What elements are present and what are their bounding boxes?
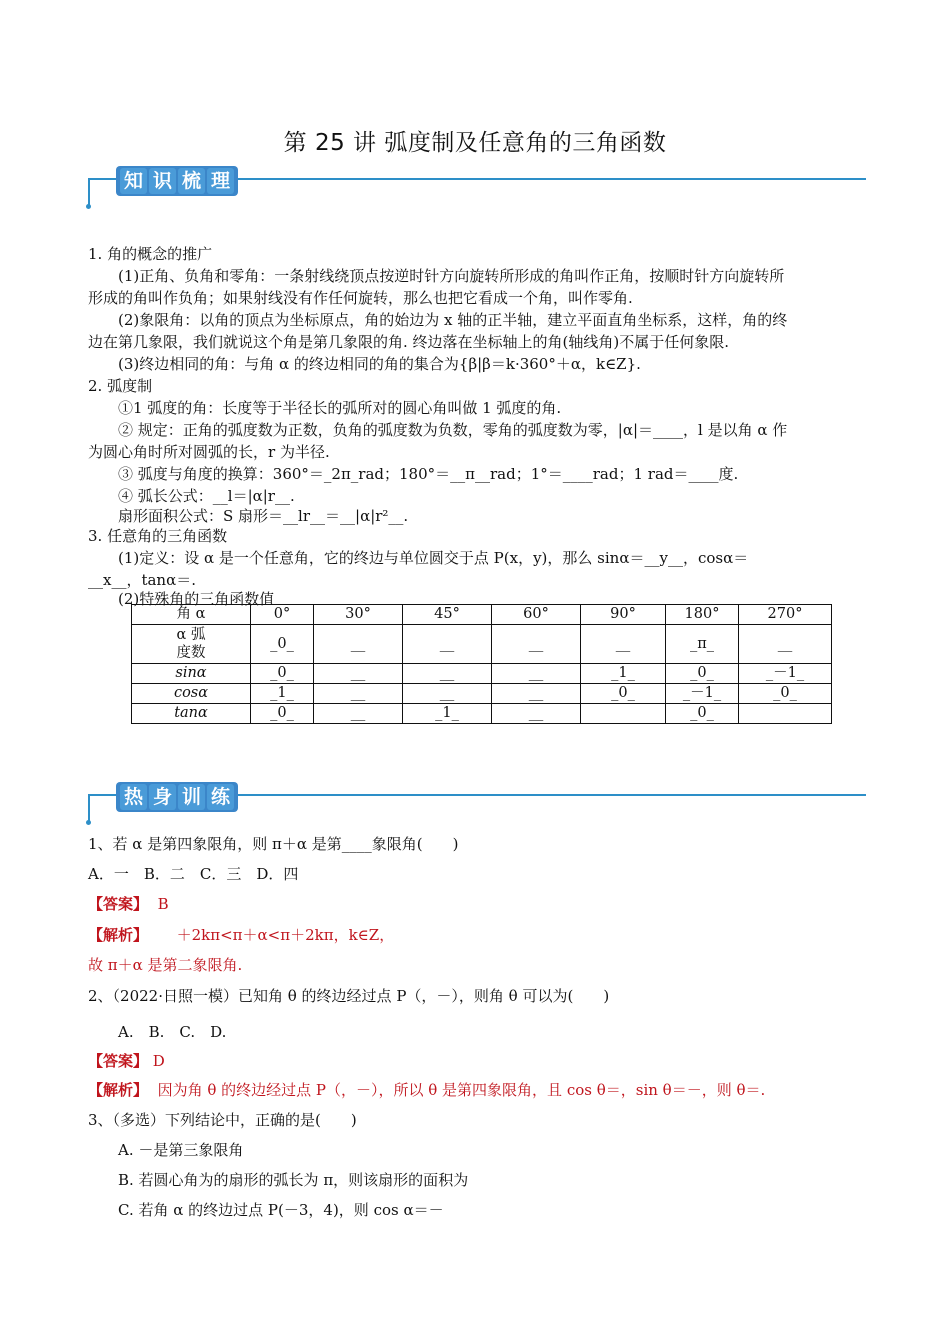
paragraph: ② 规定：正角的弧度数为正数，负角的弧度数为负数，零角的弧度数为零，|α|＝____，l 是以角 α 作: [118, 421, 788, 439]
explanation-2: 【解析】 因为角 θ 的终边经过点 P（，－），所以 θ 是第四象限角，且 cos θ＝，sin θ＝－，则 θ＝.: [88, 1081, 766, 1099]
paragraph: (1)正角、负角和零角：一条射线绕顶点按逆时针方向旋转所形成的角叫作正角，按顺时针方向旋转所: [118, 267, 785, 285]
question-2-options: A. B. C. D.: [118, 1023, 227, 1041]
table-row: sinα _0_ __ __ __ _1_ _0_ _－1_: [132, 664, 832, 684]
section-banner-warmup: [86, 782, 866, 822]
banner-tag: 热 身 训 练: [116, 782, 238, 812]
question-3: 3、（多选）下列结论中，正确的是( ): [88, 1111, 357, 1129]
explanation-1-cont: 故 π＋α 是第二象限角.: [88, 956, 243, 974]
paragraph: 边在第几象限，我们就说这个角是第几象限的角. 终边落在坐标轴上的角(轴线角)不属于任何象限.: [88, 333, 730, 351]
table-header-row: 角 α 0° 30° 45° 60° 90° 180° 270°: [132, 605, 832, 625]
paragraph: 形成的角叫作负角；如果射线没有作任何旋转，那么也把它看成一个角，叫作零角.: [88, 289, 633, 307]
answer-1: 【答案】 B: [88, 895, 169, 913]
table-row: cosα _1_ __ __ __ _0_ _－1_ _0_: [132, 684, 832, 704]
section-banner-knowledge: [86, 166, 866, 206]
paragraph: (1)定义：设 α 是一个任意角，它的终边与单位圆交于点 P(x，y)，那么 sinα＝__y__，cosα＝: [118, 549, 749, 567]
heading: 1. 角的概念的推广: [88, 245, 213, 263]
page-title: 第 25 讲 弧度制及任意角的三角函数: [283, 130, 667, 156]
question-1-options: A．一 B．二 C．三 D．四: [88, 865, 299, 883]
banner-tag: 知 识 梳 理: [116, 166, 238, 196]
paragraph: ③ 弧度与角度的换算：360°＝_2π_rad；180°＝__π__rad；1°＝____rad；1 rad＝____度.: [118, 465, 739, 483]
question-1: 1、若 α 是第四象限角，则 π＋α 是第____象限角( ): [88, 835, 459, 853]
paragraph: ①1 弧度的角：长度等于半径长的弧所对的圆心角叫做 1 弧度的角.: [118, 399, 562, 417]
paragraph: (2)特殊角的三角函数值: [118, 590, 275, 608]
heading: 3. 任意角的三角函数: [88, 527, 228, 545]
table-row: tanα _0_ __ _1_ __ _0_: [132, 704, 832, 724]
trig-values-table: [131, 604, 832, 724]
table-row: α 弧 度数 _0_ __ __ __ __ _π_ __: [132, 625, 832, 664]
paragraph: 扇形面积公式：S 扇形＝__lr__＝__|α|r²__.: [118, 507, 409, 525]
question-2: 2、（2022·日照一模）已知角 θ 的终边经过点 P（，－），则角 θ 可以为( ): [88, 987, 610, 1005]
question-3-option-c: C. 若角 α 的终边过点 P(－3，4)，则 cos α＝－: [118, 1201, 444, 1219]
paragraph: 为圆心角时所对圆弧的长，r 为半径.: [88, 443, 330, 461]
paragraph: ④ 弧长公式：__l＝|α|r__.: [118, 487, 295, 505]
answer-2: 【答案】 D: [88, 1052, 165, 1070]
paragraph: (3)终边相同的角：与角 α 的终边相同的角的集合为{β|β＝k·360°＋α，k∈Z}.: [118, 355, 641, 373]
question-3-option-a: A. －是第三象限角: [118, 1141, 244, 1159]
heading: 2. 弧度制: [88, 377, 153, 395]
paragraph: (2)象限角：以角的顶点为坐标原点，角的始边为 x 轴的正半轴，建立平面直角坐标系，这样，角的终: [118, 311, 788, 329]
explanation-1: 【解析】 ＋2kπ<π＋α<π＋2kπ，k∈Z，: [88, 926, 395, 944]
question-3-option-b: B. 若圆心角为的扇形的弧长为 π，则该扇形的面积为: [118, 1171, 469, 1189]
paragraph: __x__，tanα＝.: [88, 571, 196, 589]
